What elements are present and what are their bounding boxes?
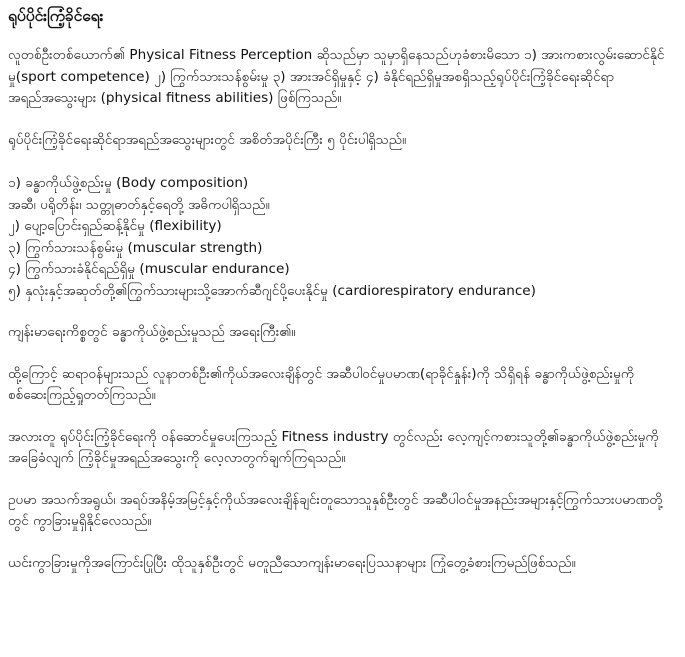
list-item: ၁) ခန္ဓာကိုယ်ဖွဲ့စည်းမှု (Body composition) [8, 175, 249, 191]
paragraph-conclusion: ယင်းကွာခြားမှုကိုအကြောင်းပြုပြီး ထိုသူနှစ်ဦးတွင် မတူညီသောကျန်းမာရေးပြဿနာများ ကြုံတွေ့ခံစားကြမည်ဖြစ်သည်။ [8, 554, 576, 571]
paragraph-components: ရုပ်ပိုင်းကြံ့ခိုင်ရေးဆိုင်ရာအရည်အသွေးများတွင် အစိတ်အပိုင်းကြီး ၅ ပိုင်းပါရှိသည်။ [8, 131, 407, 148]
component-list [8, 173, 673, 302]
list-item: ၄) ကြွက်သားခံနိုင်ရည်ရှိမှု (muscular endurance) [8, 261, 290, 277]
paragraph-doctors: ထို့ကြောင့် ဆရာဝန်များသည် လူနာတစ်ဦး၏ကိုယ်အလေးချိန်တွင် အဆီပါဝင်မှုပမာဏ(ရာခိုင်နှုန်း)ကို သိရှိရန် ခန္ဓာကိုယ်ဖွဲ့စည်းမှုကို စစ်ဆေးကြည့်ရှုတတ်ကြသည်။ [8, 365, 635, 403]
document-title: ရုပ်ပိုင်းကြံ့ခိုင်ရေး [8, 7, 104, 25]
list-item: ၅) နှလုံးနှင့်အဆုတ်တို့၏ကြွက်သားများသို့အောက်ဆီဂျင်ပို့ပေးနိုင်မှု (cardiorespiratory endurance) [8, 282, 536, 299]
list-item: ၂) ပျော့ပြောင်းရှည်ဆန့်နိုင်မှု (flexibility) [8, 218, 222, 234]
paragraph-fitness-industry: အလားတူ ရုပ်ပိုင်းကြံ့ခိုင်ရေးကို ဝန်ဆောင်မှုပေးကြသည့် Fitness industry တွင်လည်း လေ့ကျင့်ကစားသူတို့၏ခန္ဓာကိုယ်ဖွဲ့စည်းမှုကိုအခြေခံလျက် ကြံ့ခိုင်မှုအရည်အသွေးကို လေ့လာတွက်ချက်ကြရသည်။ [8, 428, 659, 466]
paragraph-example: ဥပမာ အသက်အရွယ်၊ အရပ်အနိမ့်အမြင့်နှင့်ကိုယ်အလေးချိန်ချင်းတူသောသူနှစ်ဦးတွင် အဆီပါဝင်မှုအနည်းအများနှင့်ကြွက်သားပမာဏတို့တွင် ကွာခြားမှုရှိနိုင်လေသည်။ [8, 491, 663, 529]
paragraph-intro: လူတစ်ဦးတစ်ယောက်၏ Physical Fitness Perception ဆိုသည်မှာ သူမှာရှိနေသည်ဟုခံစားမိသော ၁) အားကစားလွမ်းဆောင်နိုင်မှု(sport competence) ၂) ကြွက်သားသန်စွမ်းမှု ၃) အားအင်ရှိမှုနှင့် ၄) ခံနိုင်ရည်ရှိမှုအစရှိသည့်ရုပ်ပိုင်းကြံ့ခိုင်ရေးဆိုင်ရာအရည်အသွေးများ (physical fitness abilities) ဖြစ်ကြသည်။ [8, 47, 665, 106]
paragraph-health: ကျန်းမာရေးကိစ္စတွင် ခန္ဓာကိုယ်ဖွဲ့စည်းမှုသည် အရေးကြီး၏။ [8, 324, 296, 340]
list-item: ၃) ကြွက်သားသန်စွမ်းမှု (muscular strength) [8, 239, 263, 256]
list-item: အဆီ၊ ပရိုတိန်း၊ သတ္တုဓာတ်နှင့်ရေတို့ အဓိကပါရှိသည်။ [8, 196, 270, 213]
